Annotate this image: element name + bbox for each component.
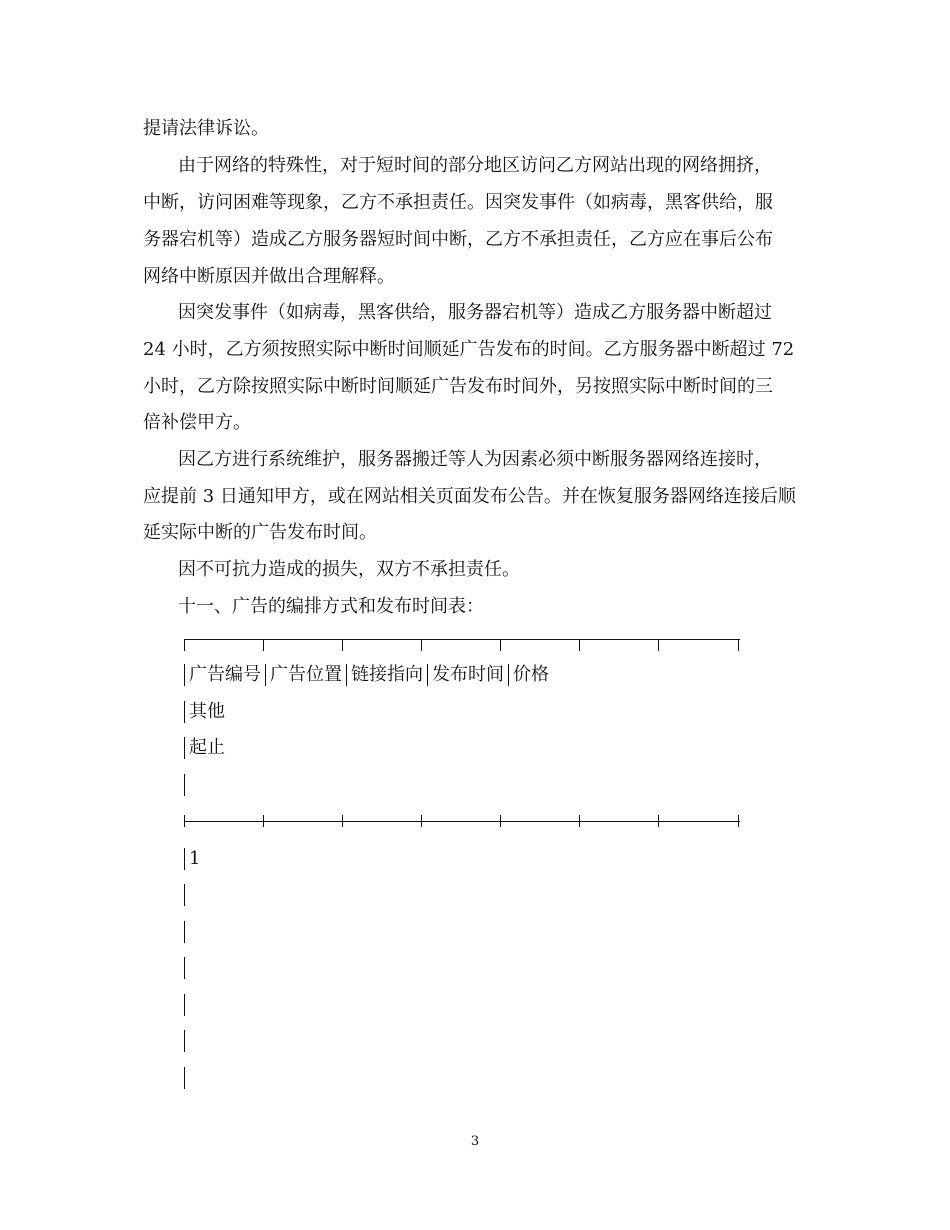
- table-header-cell: 发布时间: [432, 664, 504, 685]
- paragraph-line: 由于网络的特殊性，对于短时间的部分地区访问乙方网站出现的网络拥挤，: [178, 155, 772, 176]
- paragraph-line: 提请法律诉讼。: [143, 118, 269, 139]
- paragraph-line: 倍补偿甲方。: [143, 412, 251, 433]
- table-header-row: [184, 662, 553, 688]
- table-header-row: [184, 699, 229, 725]
- table-row: [184, 1028, 189, 1054]
- table-row: [184, 1065, 189, 1091]
- table-header-cell: 起止: [189, 737, 225, 758]
- paragraph-line: 因突发事件（如病毒，黑客供给，服务器宕机等）造成乙方服务器中断超过: [178, 302, 772, 323]
- section-heading: 十一、广告的编排方式和发布时间表：: [178, 596, 484, 617]
- table-border-row: [184, 772, 189, 798]
- paragraph-line: 延实际中断的广告发布时间。: [143, 522, 377, 543]
- table-row: [184, 955, 189, 981]
- table-header-cell: 价格: [513, 664, 549, 685]
- paragraph-line: 中断，访问困难等现象，乙方不承担责任。因突发事件（如病毒，黑客供给，服: [143, 192, 773, 213]
- table-header-cell: 链接指向: [351, 664, 423, 685]
- table-row: [184, 919, 189, 945]
- paragraph-line: 小时，乙方除按照实际中断时间顺延广告发布时间外，另按照实际中断时间的三: [143, 376, 773, 397]
- paragraph-line: 网络中断原因并做出合理解释。: [143, 266, 395, 287]
- paragraph-line: 24 小时，乙方须按照实际中断时间顺延广告发布的时间。乙方服务器中断超过 72: [143, 339, 795, 360]
- table-cell: 1: [189, 848, 201, 869]
- paragraph-line: 应提前 3 日通知甲方，或在网站相关页面发布公告。并在恢复服务器网络连接后顺: [143, 486, 796, 507]
- page-number: 3: [470, 1134, 480, 1149]
- table-header-cell: 广告编号: [189, 664, 261, 685]
- table-row: [184, 846, 204, 872]
- paragraph-line: 因乙方进行系统维护，服务器搬迁等人为因素必须中断服务器网络连接时，: [178, 449, 772, 470]
- paragraph-line: 因不可抗力造成的损失，双方不承担责任。: [178, 559, 520, 580]
- paragraph-line: 务器宕机等）造成乙方服务器短时间中断，乙方不承担责任，乙方应在事后公布: [143, 229, 773, 250]
- table-header-cell: 其他: [189, 701, 225, 722]
- table-row: [184, 992, 189, 1018]
- table-row: [184, 882, 189, 908]
- table-header-cell: 广告位置: [270, 664, 342, 685]
- table-header-row: [184, 735, 229, 761]
